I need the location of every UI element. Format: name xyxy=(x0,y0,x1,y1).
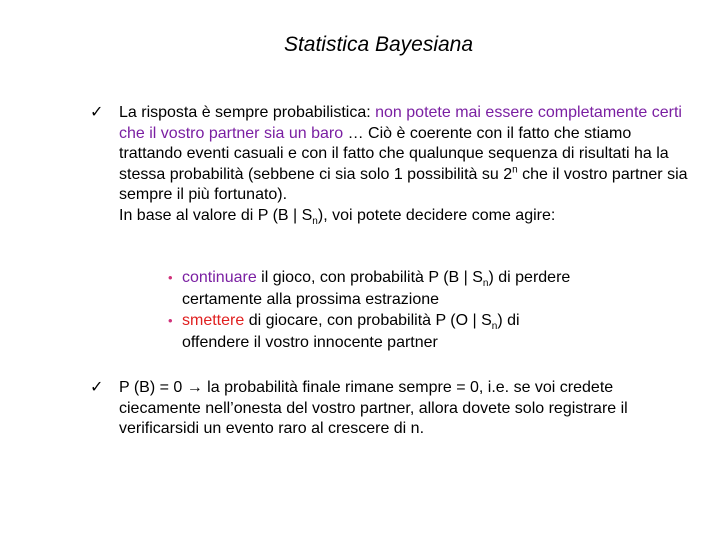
sub-item-text-end: ) di offendere il vostro innocente partner xyxy=(182,312,520,351)
bullet-point-2 xyxy=(90,378,694,440)
p1-text-5: In base al valore di P (B | S xyxy=(119,206,313,224)
sub-item-text: di giocare, con probabilità P (O | S xyxy=(244,312,492,330)
p1-highlight: non potete mai essere completamente certi che il vostro partner sia un baro xyxy=(119,104,682,142)
sub-item-text-end: ) di perdere certamente alla prossima estrazione xyxy=(182,269,571,308)
bullet-point-1-text xyxy=(94,103,694,227)
bullet-point-1 xyxy=(90,103,694,228)
p1-subscript: n xyxy=(312,216,318,228)
p1-text-3: … Ciò è coerente con il fatto che stiamo trattando eventi casuali e con il fatto che qualunque sequenza di risultati ha la stessa probabilità (sebbene ci sia solo 1 possibilità su 2 xyxy=(119,124,669,183)
p1-text-4: che il vostro partner sia sempre il più fortunato). xyxy=(119,165,688,204)
sub-item-continuare xyxy=(168,267,588,310)
bullet-icon: • xyxy=(168,313,173,329)
sub-item-text: il gioco, con probabilità P (B | S xyxy=(256,269,483,286)
p1-text-1: La risposta è sempre probabilistica: xyxy=(119,104,376,121)
bullet-point-2-text: P (B) = 0 → la probabilità finale rimane sempre = 0, i.e. se voi credete ciecamente nell’onesta del vostro partner, allora dovete solo registrare il verificarsidi un evento raro al crescere di n. xyxy=(119,379,628,438)
check-icon: ✓ xyxy=(90,379,104,396)
sub-item-smettere xyxy=(168,310,588,353)
sub-item-subscript: n xyxy=(491,321,498,333)
bullet-icon: • xyxy=(168,270,173,285)
p1-superscript: n xyxy=(512,164,518,176)
slide-title: Statistica Bayesiana xyxy=(283,33,474,56)
check-icon: ✓ xyxy=(90,104,104,121)
sub-item-keyword: smettere xyxy=(182,312,245,330)
sub-item-keyword: continuare xyxy=(182,269,257,286)
sub-list xyxy=(168,267,588,353)
sub-item-subscript: n xyxy=(482,278,489,290)
p1-text-6: ), voi potete decidere come agire: xyxy=(317,206,556,224)
